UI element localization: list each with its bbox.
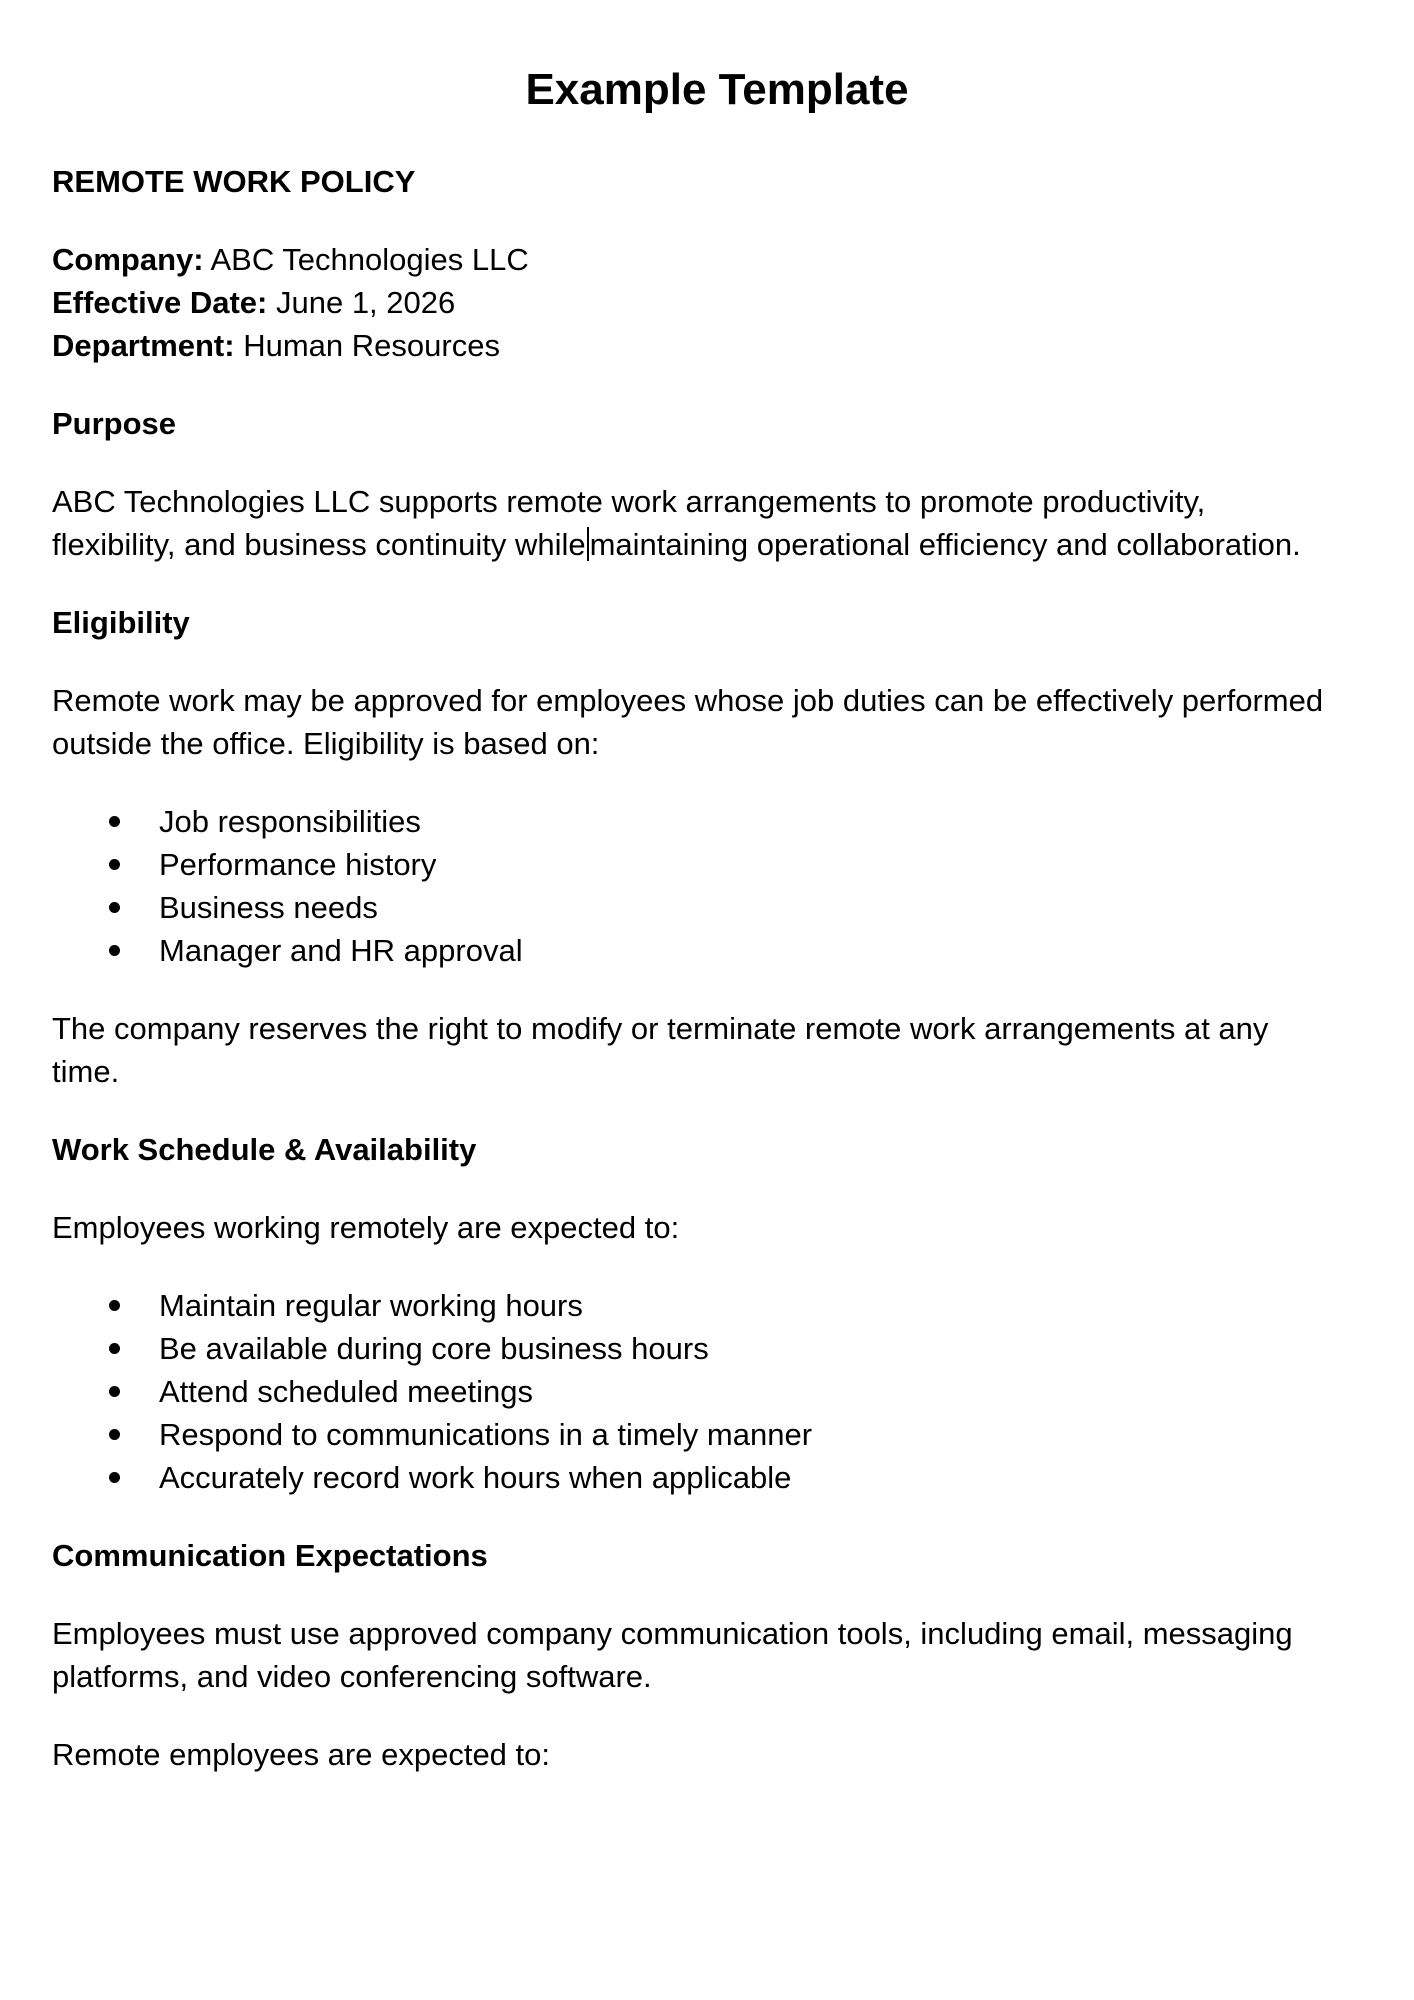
list-item xyxy=(52,929,1392,972)
eligibility-heading: Eligibility xyxy=(52,605,190,640)
bullet-icon xyxy=(109,1429,120,1440)
bullet-icon xyxy=(109,859,120,870)
list-item-text: Job responsibilities xyxy=(159,804,421,839)
bullet-icon xyxy=(109,1472,120,1483)
list-item xyxy=(52,886,1392,929)
purpose-text-before-cursor: flexibility, and business continuity while xyxy=(52,527,586,562)
list-item xyxy=(52,1456,1392,1499)
list-item-text: Attend scheduled meetings xyxy=(159,1374,533,1409)
policy-heading: REMOTE WORK POLICY xyxy=(52,164,416,199)
communication-heading: Communication Expectations xyxy=(52,1538,488,1573)
communication-line-1: Employees must use approved company communication tools, including email, messaging xyxy=(52,1616,1293,1651)
list-item xyxy=(52,800,1392,843)
schedule-list xyxy=(52,1284,1392,1499)
list-item xyxy=(52,1327,1392,1370)
list-item xyxy=(52,843,1392,886)
list-item-text: Manager and HR approval xyxy=(159,933,523,968)
list-item xyxy=(52,1370,1392,1413)
list-item-text: Be available during core business hours xyxy=(159,1331,709,1366)
company-label: Company: xyxy=(52,242,204,277)
list-item-text: Maintain regular working hours xyxy=(159,1288,583,1323)
list-item-text: Accurately record work hours when applicable xyxy=(159,1460,792,1495)
eligibility-note-line-1: The company reserves the right to modify or terminate remote work arrangements at any xyxy=(52,1011,1269,1046)
eligibility-line-2: outside the office. Eligibility is based on: xyxy=(52,726,600,761)
schedule-intro: Employees working remotely are expected to: xyxy=(52,1210,680,1245)
list-item xyxy=(52,1284,1392,1327)
list-item-text: Performance history xyxy=(159,847,437,882)
bullet-icon xyxy=(109,902,120,913)
document-body[interactable] xyxy=(52,160,1392,1776)
purpose-line-1: ABC Technologies LLC supports remote work arrangements to promote productivity, xyxy=(52,484,1206,519)
department-label: Department: xyxy=(52,328,235,363)
text-cursor xyxy=(587,527,589,561)
eligibility-line-1: Remote work may be approved for employees whose job duties can be effectively performed xyxy=(52,683,1324,718)
company-value: ABC Technologies LLC xyxy=(210,242,529,277)
bullet-icon xyxy=(109,1386,120,1397)
effective-date-line xyxy=(52,281,1392,324)
department-value: Human Resources xyxy=(243,328,500,363)
purpose-heading: Purpose xyxy=(52,406,177,441)
purpose-line-2 xyxy=(52,523,1392,566)
eligibility-note-line-2: time. xyxy=(52,1054,120,1089)
company-line xyxy=(52,238,1392,281)
communication-intro: Remote employees are expected to: xyxy=(52,1737,550,1772)
eligibility-list xyxy=(52,800,1392,972)
bullet-icon xyxy=(109,816,120,827)
effective-date-label: Effective Date: xyxy=(52,285,268,320)
document-title: Example Template xyxy=(525,65,909,114)
purpose-text-after-cursor: maintaining operational efficiency and collaboration. xyxy=(589,527,1301,562)
list-item-text: Respond to communications in a timely manner xyxy=(159,1417,813,1452)
bullet-icon xyxy=(109,945,120,956)
communication-line-2: platforms, and video conferencing software. xyxy=(52,1659,652,1694)
effective-date-value: June 1, 2026 xyxy=(275,285,456,320)
list-item xyxy=(52,1413,1392,1456)
bullet-icon xyxy=(109,1343,120,1354)
list-item-text: Business needs xyxy=(159,890,378,925)
schedule-heading: Work Schedule & Availability xyxy=(52,1132,477,1167)
bullet-icon xyxy=(109,1300,120,1311)
department-line xyxy=(52,324,1392,367)
